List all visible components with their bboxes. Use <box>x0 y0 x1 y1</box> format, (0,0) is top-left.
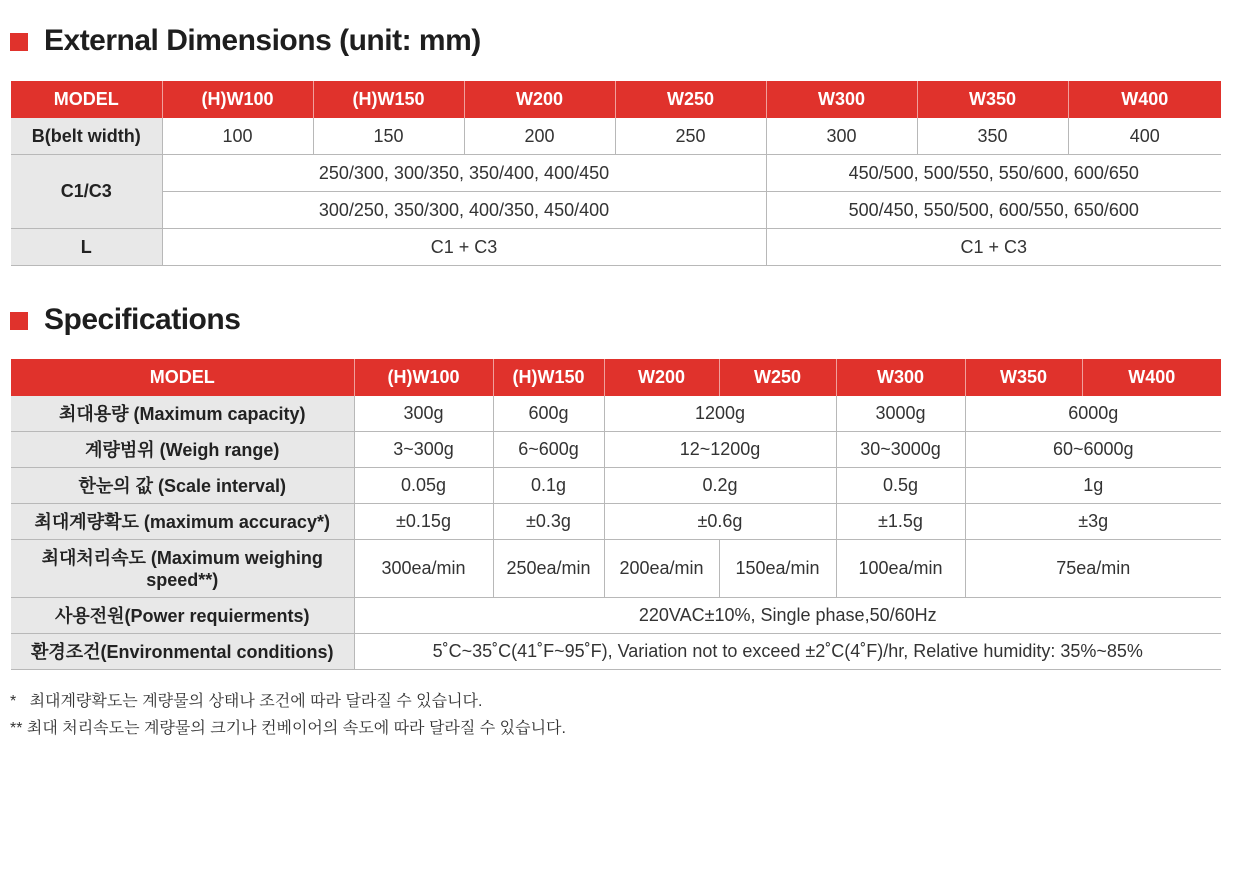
table-cell: 0.2g <box>604 468 836 504</box>
table-row <box>11 504 1221 540</box>
header-cell: (H)W150 <box>493 359 604 396</box>
table-cell: 500/450, 550/500, 600/550, 650/600 <box>766 192 1221 229</box>
header-cell: (H)W150 <box>313 81 464 118</box>
table-cell: 60~6000g <box>965 432 1221 468</box>
table-row <box>11 598 1221 634</box>
table-cell: ±0.3g <box>493 504 604 540</box>
table-cell: 3~300g <box>354 432 493 468</box>
table-cell: 100ea/min <box>836 540 965 598</box>
table-cell: 400 <box>1068 118 1221 155</box>
table-cell: ±0.15g <box>354 504 493 540</box>
table-row <box>11 540 1221 598</box>
table-cell: ±1.5g <box>836 504 965 540</box>
heading-marker-icon <box>10 312 28 330</box>
header-cell: MODEL <box>11 359 354 396</box>
table-cell: 300g <box>354 396 493 432</box>
table-cell: C1 + C3 <box>766 229 1221 266</box>
table-cell: 350 <box>917 118 1068 155</box>
external-dimensions-table <box>11 81 1221 266</box>
table-cell: 150ea/min <box>719 540 836 598</box>
header-cell: W350 <box>917 81 1068 118</box>
header-cell: W200 <box>464 81 615 118</box>
row-label: 계량범위 (Weigh range) <box>11 432 354 468</box>
table-cell: 75ea/min <box>965 540 1221 598</box>
table-cell: 450/500, 500/550, 550/600, 600/650 <box>766 155 1221 192</box>
external-dimensions-title: External Dimensions (unit: mm) <box>44 24 481 57</box>
header-cell: (H)W100 <box>354 359 493 396</box>
external-dimensions-heading <box>10 24 481 58</box>
row-label: L <box>11 229 162 266</box>
row-label: 환경조건(Environmental conditions) <box>11 634 354 670</box>
table-row <box>11 155 1221 192</box>
table-row <box>11 468 1221 504</box>
footnotes <box>10 688 566 742</box>
table-header-row <box>11 359 1221 396</box>
table-cell: 150 <box>313 118 464 155</box>
heading-marker-icon <box>10 33 28 51</box>
table-cell: 250/300, 300/350, 350/400, 400/450 <box>162 155 766 192</box>
specifications-table <box>11 359 1221 670</box>
table-cell: 3000g <box>836 396 965 432</box>
header-cell: W250 <box>719 359 836 396</box>
footnote: ** 최대 처리속도는 계량물의 크기나 컨베이어의 속도에 따라 달라질 수 있습니다. <box>10 720 566 737</box>
table-cell: 200 <box>464 118 615 155</box>
header-cell: W300 <box>766 81 917 118</box>
header-cell: W350 <box>965 359 1082 396</box>
table-cell: 1g <box>965 468 1221 504</box>
header-cell: W300 <box>836 359 965 396</box>
table-cell: 600g <box>493 396 604 432</box>
row-label: 최대계량확도 (maximum accuracy*) <box>11 504 354 540</box>
table-cell: 12~1200g <box>604 432 836 468</box>
header-cell: MODEL <box>11 81 162 118</box>
table-cell: 6000g <box>965 396 1221 432</box>
footnote: * 최대계량확도는 계량물의 상태나 조건에 따라 달라질 수 있습니다. <box>10 693 483 710</box>
table-cell: 6~600g <box>493 432 604 468</box>
row-label: 최대처리속도 (Maximum weighing speed**) <box>11 540 354 598</box>
table-cell: 200ea/min <box>604 540 719 598</box>
header-cell: (H)W100 <box>162 81 313 118</box>
table-row <box>11 396 1221 432</box>
table-cell: 300ea/min <box>354 540 493 598</box>
header-cell: W400 <box>1068 81 1221 118</box>
table-cell: 100 <box>162 118 313 155</box>
table-cell: C1 + C3 <box>162 229 766 266</box>
row-label: C1/C3 <box>11 155 162 229</box>
row-label: B(belt width) <box>11 118 162 155</box>
table-cell: 300 <box>766 118 917 155</box>
table-row <box>11 432 1221 468</box>
table-row <box>11 229 1221 266</box>
table-cell: 0.5g <box>836 468 965 504</box>
header-cell: W200 <box>604 359 719 396</box>
header-cell: W400 <box>1082 359 1221 396</box>
table-cell: 5˚C~35˚C(41˚F~95˚F), Variation not to exceed ±2˚C(4˚F)/hr, Relative humidity: 35%~85% <box>354 634 1221 670</box>
table-cell: ±0.6g <box>604 504 836 540</box>
table-cell: 30~3000g <box>836 432 965 468</box>
row-label: 사용전원(Power requierments) <box>11 598 354 634</box>
specifications-heading <box>10 303 240 337</box>
table-cell: 0.1g <box>493 468 604 504</box>
table-cell: 1200g <box>604 396 836 432</box>
table-cell: 250 <box>615 118 766 155</box>
header-cell: W250 <box>615 81 766 118</box>
table-row <box>11 118 1221 155</box>
table-cell: 250ea/min <box>493 540 604 598</box>
table-header-row <box>11 81 1221 118</box>
row-label: 한눈의 값 (Scale interval) <box>11 468 354 504</box>
specifications-title: Specifications <box>44 303 241 336</box>
row-label: 최대용량 (Maximum capacity) <box>11 396 354 432</box>
table-cell: 220VAC±10%, Single phase,50/60Hz <box>354 598 1221 634</box>
table-row <box>11 192 1221 229</box>
table-cell: 0.05g <box>354 468 493 504</box>
table-row <box>11 634 1221 670</box>
table-cell: ±3g <box>965 504 1221 540</box>
table-cell: 300/250, 350/300, 400/350, 450/400 <box>162 192 766 229</box>
